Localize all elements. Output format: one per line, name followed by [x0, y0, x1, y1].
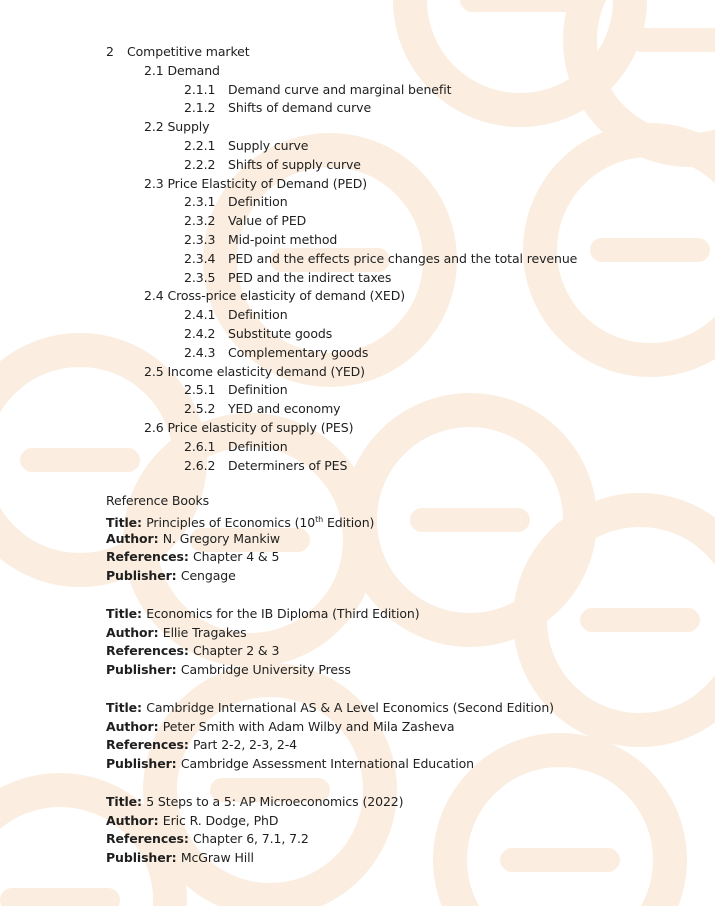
- subsection-item: [184, 82, 451, 98]
- subsection-item: [184, 251, 577, 267]
- section-heading: [144, 176, 367, 192]
- book-references: Chapter 4 & 5: [193, 549, 280, 565]
- book-publisher: McGraw Hill: [180, 850, 254, 866]
- book-title-label: Title:: [106, 514, 147, 530]
- book-publisher-line: [106, 662, 351, 678]
- subsection-number: 2.2.1: [184, 138, 216, 153]
- subsection-title: Definition: [228, 438, 288, 454]
- book-title-line: [106, 794, 403, 810]
- subsection-item: [184, 382, 288, 398]
- book-author-label: Author:: [106, 812, 163, 828]
- subsection-item: [184, 100, 371, 116]
- book-publisher: Cambridge University Press: [180, 662, 351, 678]
- subsection-number: 2.3.3: [184, 232, 216, 247]
- book-title: Cambridge International AS & A Level Economics (Second Edition): [146, 699, 554, 715]
- book-references: Chapter 6, 7.1, 7.2: [193, 831, 309, 847]
- subsection-title: Determiners of PES: [228, 457, 348, 473]
- book-title-line: [106, 606, 420, 622]
- book-references-line: [106, 643, 279, 659]
- chapter-heading: [106, 44, 250, 60]
- book-publisher-label: Publisher:: [106, 850, 181, 866]
- subsection-item: [184, 157, 361, 173]
- book-references-line: [106, 737, 297, 753]
- book-references-line: [106, 549, 279, 565]
- subsection-title: Substitute goods: [228, 326, 333, 341]
- references-heading-text: Reference Books: [106, 493, 210, 508]
- subsection-item: [184, 401, 340, 417]
- book-publisher-line: [106, 756, 474, 772]
- subsection-number: 2.4.3: [184, 344, 216, 360]
- subsection-title: Supply curve: [228, 138, 309, 153]
- book-references-label: References:: [106, 643, 194, 659]
- section-label: 2.5 Income elasticity demand (YED): [144, 363, 365, 379]
- book-title-line: [106, 512, 374, 531]
- section-label: 2.1 Demand: [144, 62, 220, 78]
- book-author-line: [106, 625, 247, 641]
- subsection-number: 2.2.2: [184, 156, 216, 172]
- subsection-item: [184, 138, 308, 154]
- book-references: Part 2-2, 2-3, 2-4: [193, 737, 298, 753]
- subsection-title: Value of PED: [228, 213, 307, 229]
- section-label: 2.2 Supply: [144, 119, 210, 135]
- book-publisher-label: Publisher:: [106, 568, 181, 584]
- section-heading: [144, 63, 220, 79]
- subsection-number: 2.6.1: [184, 438, 216, 454]
- subsection-item: [184, 458, 347, 474]
- section-label: 2.3 Price Elasticity of Demand (PED): [144, 175, 368, 191]
- book-title-label: Title:: [106, 699, 147, 715]
- subsection-item: [184, 345, 368, 361]
- subsection-number: 2.4.2: [184, 326, 216, 341]
- subsection-item: [184, 232, 337, 248]
- book-author: Ellie Tragakes: [162, 624, 247, 640]
- book-author: Peter Smith with Adam Wilby and Mila Zasheva: [162, 718, 455, 734]
- subsection-number: 2.3.4: [184, 250, 216, 266]
- section-heading: [144, 364, 365, 380]
- book-publisher-label: Publisher:: [106, 662, 181, 678]
- book-publisher-line: [106, 568, 236, 584]
- subsection-number: 2.5.1: [184, 382, 216, 398]
- book-author-label: Author:: [106, 624, 163, 640]
- subsection-item: [184, 213, 306, 229]
- book-title: Economics for the IB Diploma (Third Edition): [146, 605, 420, 621]
- section-label: 2.6 Price elasticity of supply (PES): [144, 420, 354, 435]
- section-heading: [144, 420, 353, 436]
- subsection-number: 2.3.2: [184, 213, 216, 229]
- subsection-title: Demand curve and marginal benefit: [228, 81, 452, 97]
- book-title: 5 Steps to a 5: AP Microeconomics (2022): [146, 793, 404, 809]
- chapter-number: 2: [106, 44, 114, 59]
- book-author-label: Author:: [106, 530, 163, 546]
- book-references: Chapter 2 & 3: [193, 643, 280, 659]
- book-title-label: Title:: [106, 793, 147, 809]
- section-heading: [144, 288, 405, 304]
- book-references-label: References:: [106, 549, 194, 565]
- subsection-title: Shifts of supply curve: [228, 156, 361, 172]
- book-author-line: [106, 813, 278, 829]
- book-title: Principles of Economics (10: [146, 514, 316, 530]
- subsection-title: Definition: [228, 382, 288, 398]
- book-publisher-line: [106, 850, 254, 866]
- subsection-title: PED and the indirect taxes: [228, 269, 392, 285]
- subsection-number: 2.3.1: [184, 194, 216, 210]
- book-publisher: Cambridge Assessment International Education: [180, 756, 474, 772]
- subsection-number: 2.1.2: [184, 100, 216, 116]
- section-label: 2.4 Cross-price elasticity of demand (XED): [144, 288, 405, 304]
- book-references-line: [106, 831, 309, 847]
- chapter-title: Competitive market: [127, 44, 250, 59]
- book-title-superscript: th: [315, 514, 324, 524]
- book-author-label: Author:: [106, 718, 163, 734]
- subsection-title: YED and economy: [228, 401, 341, 417]
- book-publisher: Cengage: [180, 568, 236, 584]
- subsection-item: [184, 307, 288, 323]
- book-references-label: References:: [106, 737, 194, 753]
- section-heading: [144, 119, 209, 135]
- book-title-line: [106, 700, 554, 716]
- subsection-item: [184, 270, 391, 286]
- subsection-title: PED and the effects price changes and the total revenue: [228, 250, 578, 266]
- book-author-line: [106, 719, 454, 735]
- references-heading: [106, 493, 209, 509]
- subsection-item: [184, 326, 332, 342]
- subsection-number: 2.6.2: [184, 457, 216, 473]
- subsection-number: 2.4.1: [184, 307, 216, 323]
- subsection-title: Definition: [228, 307, 288, 323]
- subsection-title: Shifts of demand curve: [228, 100, 372, 116]
- subsection-title: Mid-point method: [228, 232, 338, 247]
- book-references-label: References:: [106, 831, 194, 847]
- subsection-item: [184, 194, 288, 210]
- subsection-number: 2.3.5: [184, 269, 216, 285]
- subsection-item: [184, 439, 288, 455]
- book-title-end: Edition): [323, 514, 375, 530]
- book-publisher-label: Publisher:: [106, 756, 181, 772]
- subsection-title: Complementary goods: [228, 344, 369, 360]
- book-author-line: [106, 531, 280, 547]
- book-title-label: Title:: [106, 605, 147, 621]
- subsection-title: Definition: [228, 194, 288, 210]
- book-author: Eric R. Dodge, PhD: [162, 812, 279, 828]
- book-author: N. Gregory Mankiw: [162, 530, 280, 546]
- subsection-number: 2.1.1: [184, 81, 216, 97]
- subsection-number: 2.5.2: [184, 401, 216, 417]
